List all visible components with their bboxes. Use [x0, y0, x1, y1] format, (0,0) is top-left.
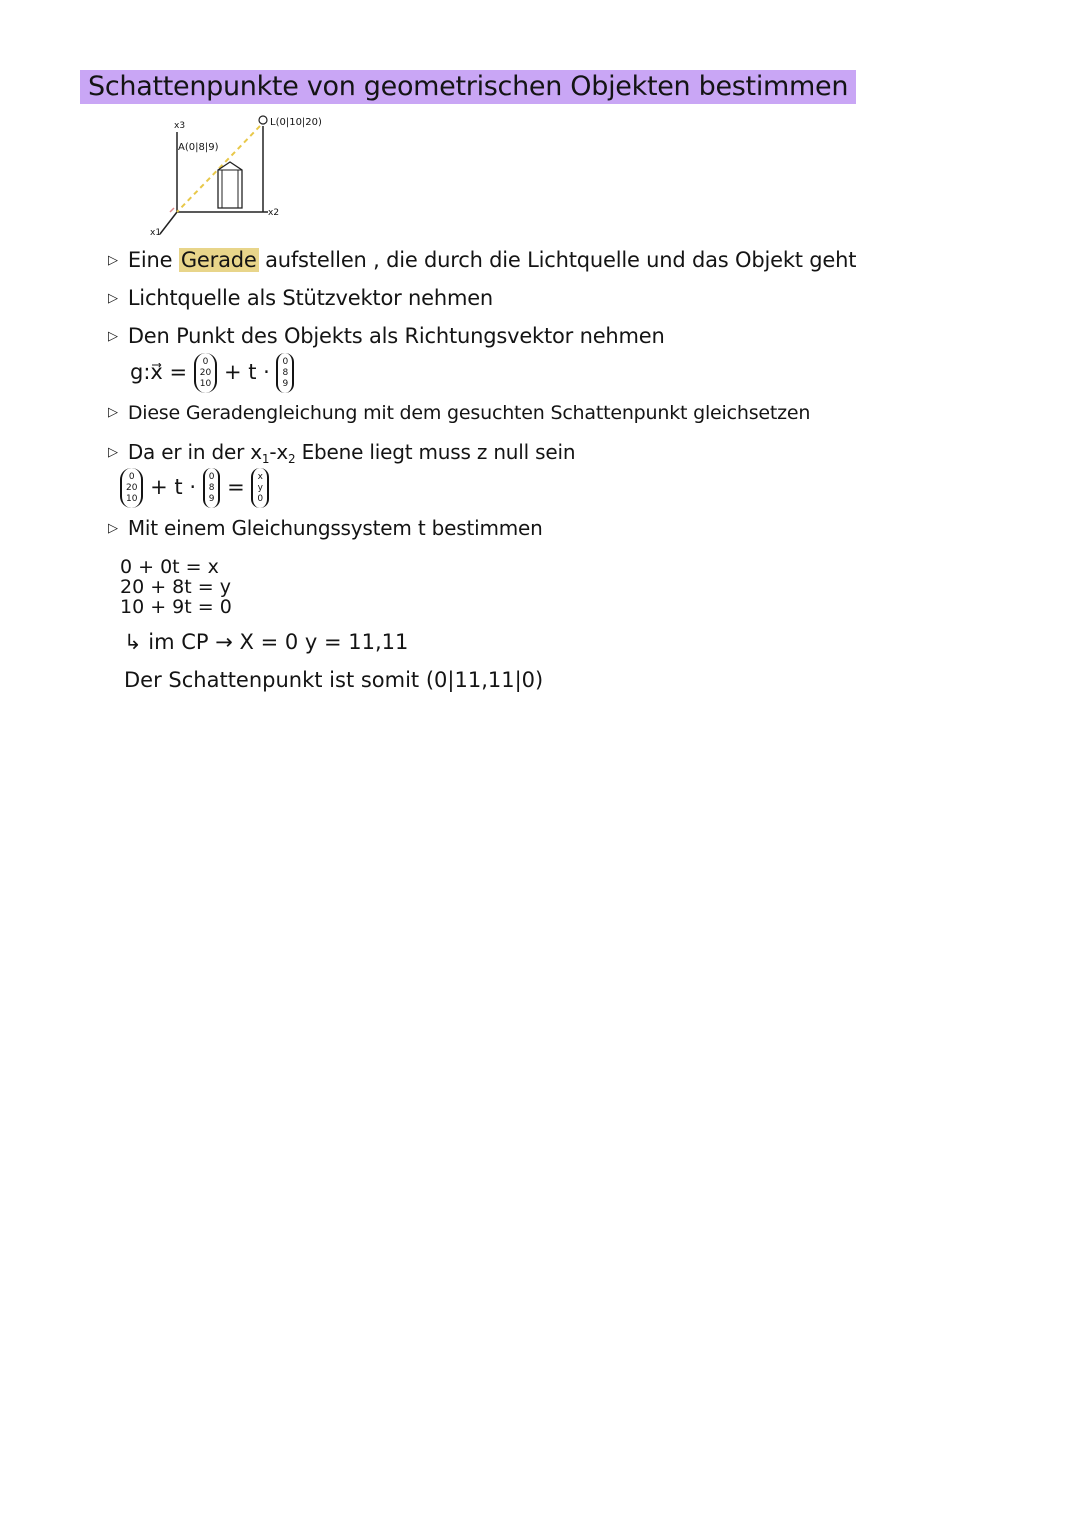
bullet-icon: ▷ [108, 253, 118, 268]
bullet-icon: ▷ [108, 291, 118, 306]
step-5: ▷ Da er in der $x_1-x_2$ Ebene liegt muss z null sein [108, 440, 576, 466]
conclusion: Der Schattenpunkt ist somit (0|11,11|0) [124, 668, 544, 692]
intersection-equation: 0 20 10 + t · 0 8 9 = x y 0 [120, 468, 269, 508]
line-equation: g:x⃗ = 0 20 10 + t · 0 8 9 [130, 353, 294, 393]
x1-label: x1 [150, 228, 162, 238]
step-4: ▷ Diese Geradengleichung mit dem gesuchten Schattenpunkt gleichsetzen [108, 402, 811, 424]
x1-axis [160, 212, 177, 234]
system-line-1: 0 + 0t = x [120, 556, 219, 578]
point-a-label: A(0|8|9) [178, 142, 219, 153]
bullet-icon: ▷ [108, 405, 118, 420]
support-vector: 0 20 10 [194, 353, 217, 393]
shadow-sketch [140, 112, 310, 247]
step-6: ▷ Mit einem Gleichungssystem t bestimmen [108, 516, 543, 540]
x2-label: x2 [268, 208, 280, 218]
direction-vector: 0 8 9 [276, 353, 294, 393]
page-title: Schattenpunkte von geometrischen Objekten bestimmen [80, 70, 856, 104]
vector-1: 0 20 10 [120, 468, 143, 508]
vector-3: x y 0 [251, 468, 269, 508]
step-2: ▷ Lichtquelle als Stützvektor nehmen [108, 286, 494, 310]
bullet-icon: ▷ [108, 521, 118, 536]
step-3: ▷ Den Punkt des Objekts als Richtungsvektor nehmen [108, 324, 665, 348]
vector-2: 0 8 9 [203, 468, 221, 508]
system-line-3: 10 + 9t = 0 [120, 596, 232, 618]
bullet-icon: ▷ [108, 445, 118, 460]
equation-system [120, 557, 232, 617]
bullet-icon: ▷ [108, 329, 118, 344]
step-1: ▷ Eine Gerade aufstellen , die durch die Lichtquelle und das Objekt geht [108, 248, 857, 272]
system-line-2: 20 + 8t = y [120, 576, 231, 598]
result-line: ↳ im CP → X = 0 y = 11,11 [124, 630, 409, 654]
highlight-gerade: Gerade [180, 248, 257, 272]
x3-label: x3 [174, 121, 186, 131]
light-source-icon [259, 116, 267, 124]
light-label: L(0|10|20) [270, 117, 322, 128]
